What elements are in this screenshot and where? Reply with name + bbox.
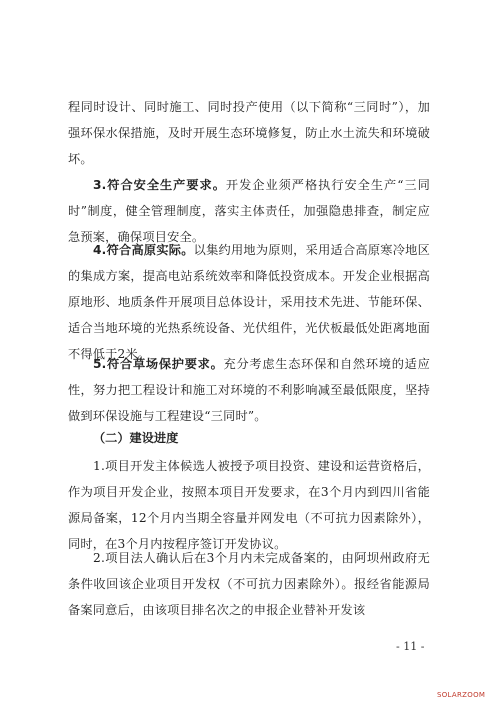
- paragraph-progress-2: 2.项目法人确认后在3个月内未完成备案的，由阿坝州政府无条件收回该企业项目开发权（不可抗力因素除外）。报经省能源局备案同意后，由该项目排名次之的申报企业替补开发该: [68, 551, 430, 617]
- item-5-title: 5.符合草场保护要求。: [93, 357, 224, 371]
- page-number: - 11 -: [396, 640, 425, 653]
- paragraph-plateau: [68, 237, 430, 367]
- watermark: SOLARZOOM: [437, 691, 486, 699]
- item-4-title: 4.符合高原实际。: [93, 243, 194, 257]
- item-5-text: 充分考虑生态环保和自然环境的适应性，努力把工程设计和施工对环境的不利影响减至最低限度，坚持做到环保设施与工程建设“三同时”。: [68, 357, 431, 423]
- section-heading: （二）建设进度: [93, 431, 179, 445]
- paragraph-grassland: [68, 351, 430, 429]
- paragraph-progress-1: 1.项目开发主体候选人被授予项目投资、建设和运营资格后，作为项目开发企业，按照本项目开发要求，在3个月内到四川省能源局备案，12个月内当期全容量并网发电（不可抗力因素除外），同时，在3个月内按程序签订开发协议。: [68, 459, 430, 551]
- item-4-text: 以集约用地为原则，采用适合高原寒冷地区的集成方案，提高电站系统效率和降低投资成本。开发企业根据高原地形、地质条件开展项目总体设计，采用技术先进、节能环保、适合当地环境的光热系统设备、光伏组件，光伏板最低处距离地面不得低于2米。: [68, 243, 430, 361]
- item-3-text: 开发企业须严格执行安全生产“三同时”制度，健全管理制度，落实主体责任，加强隐患排查，制定应急预案，确保项目安全。: [68, 178, 430, 244]
- paragraph-environment-continued: 程同时设计、同时施工、同时投产使用（以下简称“三同时”），加强环保水保措施，及时开展生态环境修复，防止水土流失和环境破坏。: [68, 100, 430, 166]
- item-3-title: 3.符合安全生产要求。: [93, 178, 226, 192]
